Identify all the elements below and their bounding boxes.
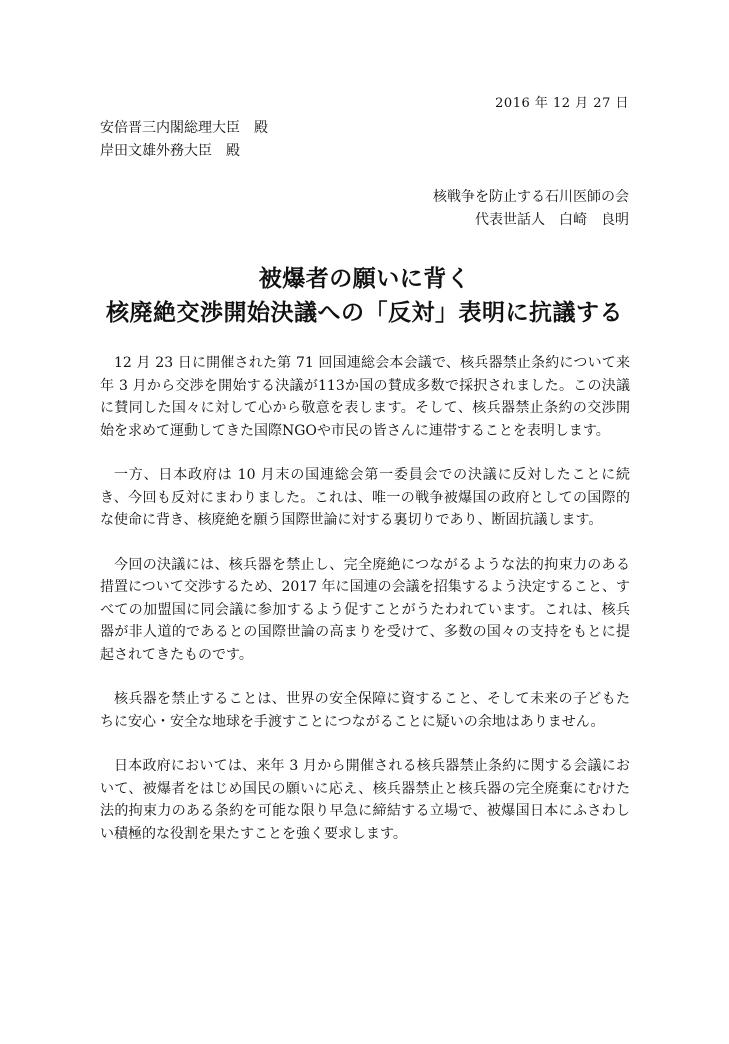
body-paragraph-3: 今回の決議には、核兵器を禁止し、完全廃絶につながるような法的拘束力のある措置について交渉するため、2017 年に国連の会議を招集するよう決定すること、すべての加盟国に同会議に参加するよう促すことがうたわれています。これは、核兵器が非人道的であるとの国際世論の高まりを受けて、多数の国々の支持をもとに提起されてきたものです。 xyxy=(100,556,630,663)
document-body xyxy=(100,352,630,867)
title-line-2: 核廃絶交渉開始決議への「反対」表明に抗議する xyxy=(106,300,623,326)
title-line-1: 被爆者の願いに背く xyxy=(258,266,471,292)
body-paragraph-1: 12 月 23 日に開催された第 71 回国連総会本会議で、核兵器禁止条約について来年 3 月から交渉を開始する決議が113か国の賛成多数で採択されました。この決議に賛同した国々に対して心から敬意を表します。そして、核兵器禁止条約の交渉開始を求めて運動してきた国際NGOや市民の皆さんに連帯することを表明します。 xyxy=(100,355,630,439)
body-paragraph-2: 一方、日本政府は 10 月末の国連総会第一委員会での決議に反対したことに続き、今回も反対にまわりました。これは、唯一の戦争被爆国の政府としての国際的な使命に背き、核廃絶を願う国際世論に対する裏切りであり、断固抗議します。 xyxy=(100,467,630,528)
body-paragraph-4: 核兵器を禁止することは、世界の安全保障に資すること、そして未来の子どもたちに安心・安全な地球を手渡すことにつながることに疑いの余地はありません。 xyxy=(100,691,630,730)
document-title xyxy=(0,262,729,330)
sender-block xyxy=(433,186,629,232)
addressee-prime-minister: 安倍晋三内閣総理大臣 殿 xyxy=(100,120,268,136)
addressee-block xyxy=(100,117,268,163)
addressee-foreign-minister: 岸田文雄外務大臣 殿 xyxy=(100,143,240,159)
body-paragraph-5: 日本政府においては、来年 3 月から開催される核兵器禁止条約に関する会議において、被爆者をはじめ国民の願いに応え、核兵器禁止と核兵器の完全廃棄にむけた法的拘束力のある条約を可能な限り早急に締結する立場で、被爆国日本にふさわしい積極的な役割を果たすことを強く要求します。 xyxy=(100,758,630,842)
document-date: 2016 年 12 月 27 日 xyxy=(495,96,629,111)
sender-organization: 核戦争を防止する石川医師の会 xyxy=(433,189,629,205)
sender-representative: 代表世話人 白崎 良明 xyxy=(475,212,629,228)
